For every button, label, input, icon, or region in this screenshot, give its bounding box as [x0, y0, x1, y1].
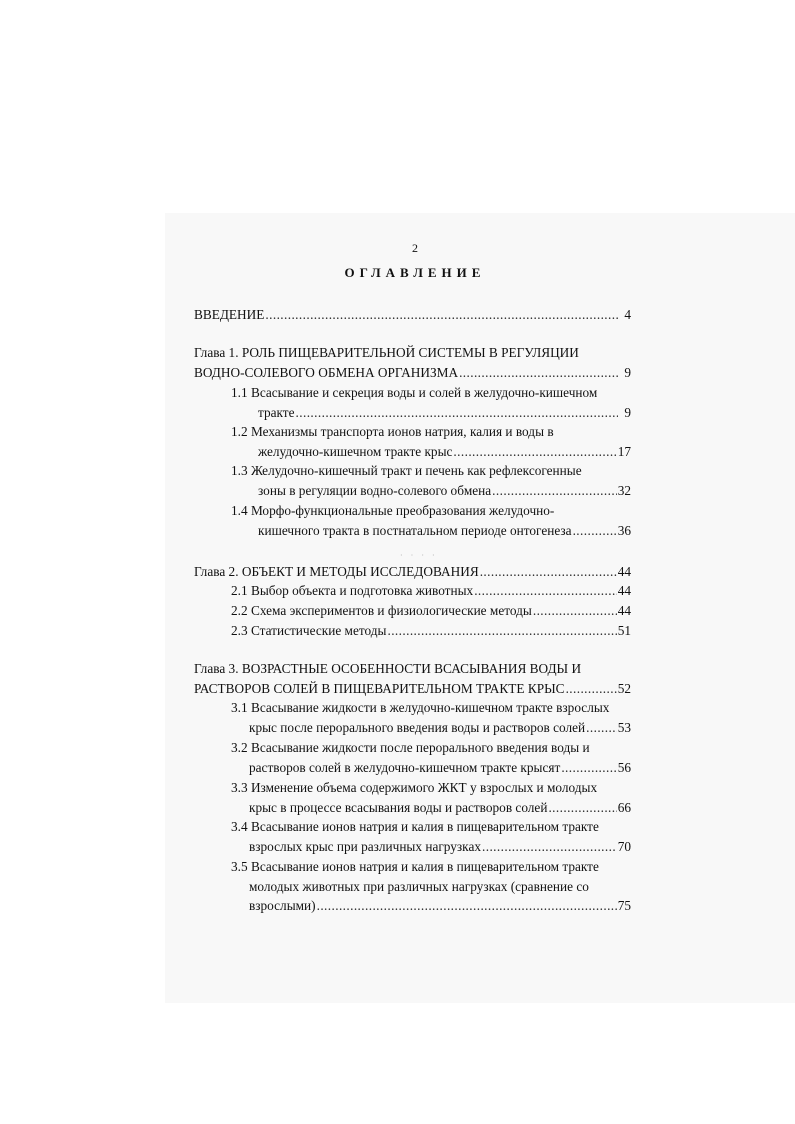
dot-leader: [317, 896, 617, 916]
entry-page: 56: [617, 759, 631, 775]
toc-entry-chapter-3[interactable]: [194, 659, 631, 698]
entry-page: 75: [617, 898, 631, 914]
entry-title: тракте: [258, 404, 295, 420]
entry-title: 2.2 Схема экспериментов и физиологические методы: [231, 603, 532, 618]
entry-title: ВОДНО-СОЛЕВОГО ОБМЕНА ОРГАНИЗМА: [194, 364, 459, 380]
entry-page: 44: [617, 564, 631, 579]
toc-entry-section-1-2[interactable]: [231, 422, 631, 461]
entry-title-line: 3.2 Всасывание жидкости после перорального введения воды и: [231, 740, 590, 755]
entry-page: 51: [617, 623, 631, 638]
entry-title-line: 1.2 Механизмы транспорта ионов натрия, калия и воды в: [231, 424, 554, 439]
dot-leader: [459, 363, 618, 383]
entry-title: крыс после перорального введения воды и растворов солей: [249, 719, 586, 735]
entry-title: кишечного тракта в постнатальном периоде онтогенеза: [258, 522, 572, 538]
toc-entry-section-2-1[interactable]: [231, 581, 631, 601]
entry-title-line: Глава 3. ВОЗРАСТНЫЕ ОСОБЕННОСТИ ВСАСЫВАНИЯ ВОДЫ И: [194, 661, 582, 676]
dot-leader: [492, 481, 617, 501]
entry-title: РАСТВОРОВ СОЛЕЙ В ПИЩЕВАРИТЕЛЬНОМ ТРАКТЕ КРЫС: [194, 680, 565, 696]
dot-leader: [296, 403, 618, 423]
dot-leader: [548, 798, 616, 818]
entry-page: 17: [617, 443, 631, 459]
dot-leader: [265, 305, 618, 325]
entry-page: 32: [617, 482, 631, 498]
entry-title: крыс в процессе всасывания воды и растворов солей: [249, 799, 548, 815]
toc-entry-chapter-2[interactable]: [194, 562, 631, 582]
entry-page: 9: [624, 364, 631, 380]
dot-leader: [474, 581, 617, 601]
dot-leader: [586, 718, 617, 738]
page-number: 2: [412, 241, 418, 255]
entry-page: 44: [617, 583, 631, 598]
dot-leader: [561, 758, 616, 778]
entry-title: растворов солей в желудочно-кишечном тракте крысят: [249, 759, 561, 775]
entry-title-line: 1.1 Всасывание и секреция воды и солей в желудочно-кишечном: [231, 385, 598, 400]
dot-leader: [453, 442, 616, 462]
toc-entry-section-3-3[interactable]: [231, 778, 631, 817]
entry-title: 2.3 Статистические методы: [231, 623, 387, 638]
entry-title-line: 3.3 Изменение объема содержимого ЖКТ у взрослых и молодых: [231, 780, 598, 795]
toc-title: ОГЛАВЛЕНИЕ: [344, 265, 486, 280]
toc-entry-introduction[interactable]: [194, 305, 631, 325]
entry-title-line: Глава 1. РОЛЬ ПИЩЕВАРИТЕЛЬНОЙ СИСТЕМЫ В РЕГУЛЯЦИИ: [194, 345, 579, 360]
toc-entry-chapter-1[interactable]: [194, 343, 631, 382]
toc-entry-section-3-2[interactable]: [231, 738, 631, 777]
toc-entry-section-2-2[interactable]: [231, 601, 631, 621]
dot-leader: [533, 601, 617, 621]
entry-title-line: 3.1 Всасывание жидкости в желудочно-кишечном тракте взрослых: [231, 700, 610, 715]
entry-title-line: молодых животных при различных нагрузках (сравнение со: [249, 878, 589, 894]
entry-page: 70: [617, 838, 631, 854]
entry-title-line: 1.3 Желудочно-кишечный тракт и печень как рефлексогенные: [231, 463, 582, 478]
toc-entry-section-3-1[interactable]: [231, 698, 631, 737]
toc-entry-section-3-4[interactable]: [231, 817, 631, 856]
entry-page: 53: [617, 719, 631, 735]
entry-title: взрослыми): [249, 898, 316, 914]
dot-leader: [482, 837, 617, 857]
entry-page: 9: [624, 404, 631, 420]
dot-leader: [566, 679, 617, 699]
entry-title: зоны в регуляции водно-солевого обмена: [258, 482, 492, 498]
toc-entry-section-1-3[interactable]: [231, 461, 631, 500]
dot-leader: [480, 562, 617, 582]
toc-entry-section-1-4[interactable]: [231, 501, 631, 540]
toc-entry-section-2-3[interactable]: [231, 621, 631, 641]
entry-page: 66: [617, 799, 631, 815]
entry-title: Глава 2. ОБЪЕКТ И МЕТОДЫ ИССЛЕДОВАНИЯ: [194, 564, 479, 579]
toc-entry-section-1-1[interactable]: [231, 383, 631, 422]
toc-entry-section-3-5[interactable]: [231, 857, 631, 916]
dot-leader: [573, 521, 617, 541]
scan-artifact: · · · ·: [400, 551, 438, 560]
entry-page: 52: [617, 680, 631, 696]
entry-page: 44: [617, 603, 631, 618]
entry-title: 2.1 Выбор объекта и подготовка животных: [231, 583, 474, 598]
entry-title: ВВЕДЕНИЕ: [194, 307, 265, 322]
entry-title-line: 3.5 Всасывание ионов натрия и калия в пищеварительном тракте: [231, 859, 599, 874]
entry-title-line: 1.4 Морфо-функциональные преобразования желудочно-: [231, 503, 555, 518]
entry-title: взрослых крыс при различных нагрузках: [249, 838, 481, 854]
entry-page: 4: [624, 307, 631, 322]
dot-leader: [387, 621, 616, 641]
entry-title: желудочно-кишечном тракте крыс: [258, 443, 453, 459]
entry-title-line: 3.4 Всасывание ионов натрия и калия в пищеварительном тракте: [231, 819, 599, 834]
entry-page: 36: [617, 522, 631, 538]
